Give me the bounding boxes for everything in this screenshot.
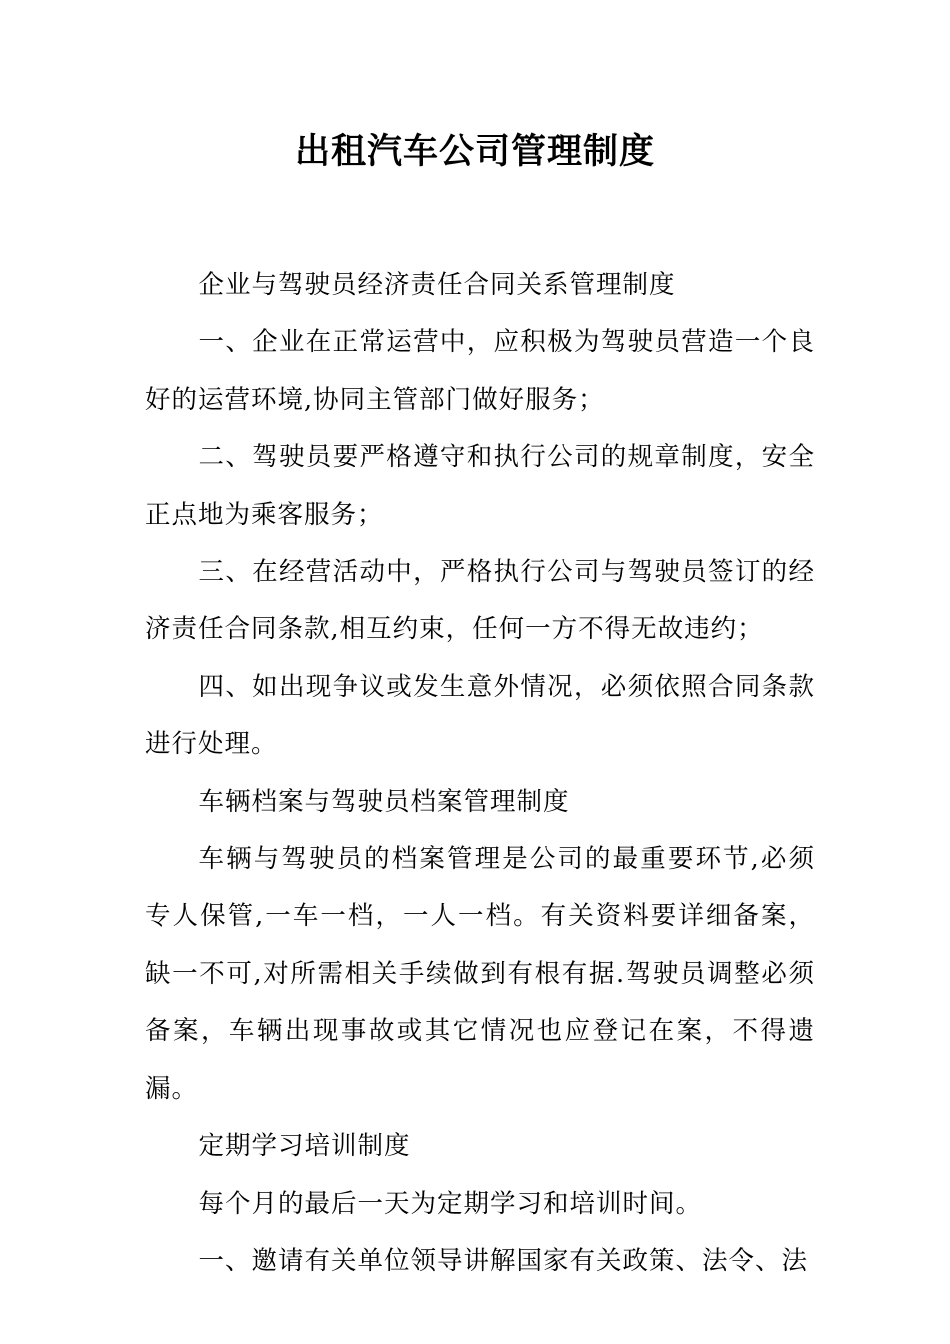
document-body	[145, 257, 815, 1290]
paragraph-contract-item-4: 四、如出现争议或发生意外情况，必须依照合同条款进行处理。	[145, 671, 815, 760]
section-heading-archives: 车辆档案与驾驶员档案管理制度	[198, 786, 570, 817]
paragraph-contract-item-2: 二、驾驶员要严格遵守和执行公司的规章制度，安全正点地为乘客服务；	[145, 442, 815, 530]
paragraph-training-item-1: 一、邀请有关单位领导讲解国家有关政策、法令、法	[198, 1245, 809, 1276]
document-title: 出租汽车公司管理制度	[294, 132, 655, 172]
section-heading-contract: 企业与驾驶员经济责任合同关系管理制度	[198, 270, 676, 300]
paragraph-contract-item-3: 三、在经营活动中，严格执行公司与驾驶员签订的经济责任合同条款,相互约束，任何一方不得无故违约；	[145, 557, 815, 645]
paragraph-training-schedule: 每个月的最后一天为定期学习和培训时间。	[198, 1188, 703, 1219]
paragraph-archives: 车辆与驾驶员的档案管理是公司的最重要环节,必须专人保管,一车一档，一人一档。有关资料要详细备案，缺一不可,对所需相关手续做到有根有据.驾驶员调整必须备案，车辆出现事故或其它情况也应登记在案，不得遗漏。	[145, 844, 815, 1104]
section-heading-training: 定期学习培训制度	[198, 1131, 411, 1162]
paragraph-contract-item-1: 一、企业在正常运营中，应积极为驾驶员营造一个良好的运营环境,协同主管部门做好服务；	[145, 327, 815, 415]
